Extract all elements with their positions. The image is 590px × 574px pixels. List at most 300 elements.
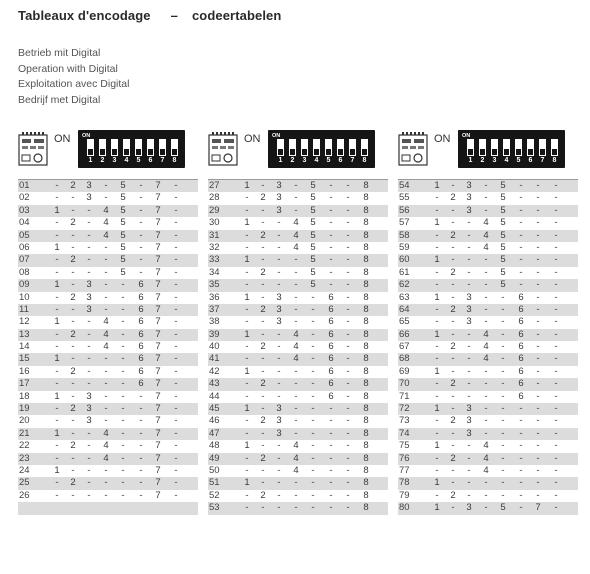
switch-cell: - <box>346 415 350 427</box>
table-row <box>18 353 198 365</box>
switch-cell: - <box>104 279 108 291</box>
switch-cell: - <box>329 266 333 278</box>
switch-cell: - <box>554 217 558 229</box>
switch-cell: - <box>174 365 178 377</box>
switch-cell: - <box>104 464 108 476</box>
switch-cell: 3 <box>466 415 472 427</box>
panel-header <box>208 130 388 178</box>
switch-cell: - <box>519 254 523 266</box>
switch-cell: - <box>311 452 315 464</box>
switch-cell: - <box>329 279 333 291</box>
dip-switch-lever <box>159 139 166 156</box>
switch-cell: - <box>467 440 471 452</box>
switch-cell: - <box>467 477 471 489</box>
switch-cell: 8 <box>363 489 369 501</box>
dip-switch-lever <box>171 139 178 156</box>
switch-cell: - <box>55 415 59 427</box>
dip-switch-lever <box>515 139 522 156</box>
dip-switch-number: 3 <box>112 157 117 164</box>
switch-cell: - <box>55 328 59 340</box>
switch-cell: 3 <box>466 204 472 216</box>
switch-cell: 3 <box>466 303 472 315</box>
switch-cell: - <box>346 390 350 402</box>
address-code: 06 <box>19 241 30 253</box>
switch-cell: - <box>451 217 455 229</box>
switch-cell: - <box>87 328 91 340</box>
switch-cell: - <box>451 316 455 328</box>
switch-cell: 8 <box>363 229 369 241</box>
address-code: 73 <box>399 415 410 427</box>
address-code: 28 <box>209 192 220 204</box>
switch-cell: 6 <box>138 279 144 291</box>
switch-cell: - <box>311 341 315 353</box>
switch-cell: - <box>55 341 59 353</box>
switch-cell: - <box>536 229 540 241</box>
switch-cell: - <box>519 477 523 489</box>
switch-cell: - <box>536 378 540 390</box>
switch-cell: - <box>554 316 558 328</box>
code-table <box>18 179 198 515</box>
address-code: 59 <box>399 241 410 253</box>
switch-cell: - <box>346 204 350 216</box>
switch-cell: 7 <box>155 241 161 253</box>
address-code: 11 <box>19 303 29 315</box>
switch-cell: 5 <box>500 241 506 253</box>
switch-cell: 6 <box>328 341 334 353</box>
switch-cell: 2 <box>260 266 266 278</box>
address-code: 16 <box>19 365 30 377</box>
switch-cell: - <box>519 452 523 464</box>
address-code: 39 <box>209 328 220 340</box>
switch-cell: - <box>277 241 281 253</box>
switch-cell: 8 <box>363 365 369 377</box>
switch-cell: 8 <box>363 266 369 278</box>
switch-cell: 6 <box>138 378 144 390</box>
switch-cell: - <box>346 217 350 229</box>
switch-cell: - <box>346 180 350 191</box>
switch-cell: 7 <box>155 291 161 303</box>
table-row <box>18 267 198 279</box>
switch-cell: 1 <box>434 180 440 191</box>
switch-cell: 8 <box>363 390 369 402</box>
table-row <box>208 267 388 279</box>
address-code: 38 <box>209 316 220 328</box>
switch-cell: - <box>329 229 333 241</box>
dip-switch-number: 6 <box>528 157 533 164</box>
table-row <box>18 490 198 502</box>
switch-cell: - <box>121 464 125 476</box>
table-row <box>18 292 198 304</box>
switch-cell: 7 <box>535 502 541 514</box>
switch-cell: 1 <box>244 440 250 452</box>
switch-cell: - <box>87 217 91 229</box>
switch-cell: - <box>346 328 350 340</box>
switch-cell: - <box>121 403 125 415</box>
switch-cell: 7 <box>155 180 161 191</box>
switch-cell: - <box>501 477 505 489</box>
switch-cell: - <box>294 378 298 390</box>
switch-cell: - <box>71 427 75 439</box>
switch-cell: - <box>87 452 91 464</box>
switch-cell: - <box>554 390 558 402</box>
switch-cell: - <box>501 291 505 303</box>
switch-cell: - <box>311 291 315 303</box>
switch-cell: - <box>435 204 439 216</box>
table-row <box>398 242 578 254</box>
switch-cell: - <box>519 229 523 241</box>
dip-switch-lever <box>147 139 154 156</box>
address-code: 77 <box>399 464 410 476</box>
table-row <box>18 316 198 328</box>
switch-cell: - <box>245 204 249 216</box>
switch-cell: - <box>484 204 488 216</box>
switch-cell: - <box>467 229 471 241</box>
switch-cell: 8 <box>363 316 369 328</box>
switch-cell: - <box>87 378 91 390</box>
switch-cell: - <box>346 241 350 253</box>
dip-switch-lever <box>467 139 474 156</box>
switch-cell: - <box>104 254 108 266</box>
switch-cell: - <box>451 403 455 415</box>
switch-cell: 5 <box>500 266 506 278</box>
switch-cell: - <box>329 464 333 476</box>
switch-cell: - <box>121 440 125 452</box>
switch-cell: - <box>346 502 350 514</box>
switch-cell: - <box>139 403 143 415</box>
switch-cell: 4 <box>293 241 299 253</box>
switch-cell: 5 <box>500 502 506 514</box>
address-code: 25 <box>19 477 30 489</box>
switch-cell: - <box>294 316 298 328</box>
switch-cell: - <box>554 464 558 476</box>
switch-cell: - <box>451 328 455 340</box>
switch-cell: 6 <box>518 365 524 377</box>
switch-cell: - <box>311 477 315 489</box>
switch-cell: 6 <box>328 365 334 377</box>
switch-cell: 6 <box>518 341 524 353</box>
address-code: 80 <box>399 502 410 514</box>
switch-cell: - <box>294 403 298 415</box>
switch-cell: 2 <box>260 415 266 427</box>
address-code: 15 <box>19 353 30 365</box>
switch-cell: 1 <box>244 180 250 191</box>
address-code: 65 <box>399 316 410 328</box>
switch-cell: - <box>121 427 125 439</box>
switch-cell: - <box>346 316 350 328</box>
switch-cell: 8 <box>363 427 369 439</box>
dip-switch-number: 1 <box>278 157 283 164</box>
switch-cell: 3 <box>276 427 282 439</box>
switch-cell: - <box>71 279 75 291</box>
switch-cell: - <box>71 303 75 315</box>
switch-cell: 4 <box>483 452 489 464</box>
switch-cell: - <box>104 353 108 365</box>
switch-cell: 4 <box>293 452 299 464</box>
switch-cell: - <box>87 427 91 439</box>
address-code: 07 <box>19 254 30 266</box>
dip-on-label: ON <box>462 133 471 139</box>
switch-cell: - <box>346 291 350 303</box>
address-code: 76 <box>399 452 410 464</box>
switch-cell: - <box>294 192 298 204</box>
switch-cell: - <box>174 464 178 476</box>
switch-cell: 8 <box>363 291 369 303</box>
switch-cell: 7 <box>155 217 161 229</box>
switch-cell: 7 <box>155 254 161 266</box>
switch-cell: 6 <box>138 353 144 365</box>
switch-cell: 4 <box>103 229 109 241</box>
switch-cell: - <box>435 241 439 253</box>
address-code: 63 <box>399 291 410 303</box>
table-row <box>398 366 578 378</box>
address-code: 05 <box>19 229 30 241</box>
table-row <box>208 217 388 229</box>
switch-cell: 8 <box>363 452 369 464</box>
switch-cell: - <box>554 229 558 241</box>
switch-cell: - <box>261 477 265 489</box>
switch-cell: 4 <box>483 241 489 253</box>
switch-cell: - <box>346 440 350 452</box>
table-row <box>18 180 198 192</box>
address-code: 17 <box>19 378 30 390</box>
switch-cell: - <box>467 341 471 353</box>
address-code: 48 <box>209 440 220 452</box>
switch-cell: - <box>536 180 540 191</box>
switch-cell: - <box>536 403 540 415</box>
switch-cell: 5 <box>500 204 506 216</box>
table-row <box>208 428 388 440</box>
address-code: 01 <box>19 180 30 191</box>
switch-cell: - <box>261 390 265 402</box>
table-row <box>398 378 578 390</box>
switch-cell: - <box>174 192 178 204</box>
address-code: 68 <box>399 353 410 365</box>
table-row <box>18 440 198 452</box>
switch-cell: - <box>294 427 298 439</box>
switch-cell: - <box>501 452 505 464</box>
switch-cell: - <box>71 204 75 216</box>
switch-cell: - <box>174 341 178 353</box>
switch-cell: - <box>174 328 178 340</box>
switch-cell: - <box>294 502 298 514</box>
switch-cell: - <box>329 440 333 452</box>
switch-cell: - <box>467 452 471 464</box>
switch-cell: 4 <box>103 427 109 439</box>
switch-cell: - <box>245 229 249 241</box>
switch-cell: 7 <box>155 365 161 377</box>
switch-cell: - <box>467 378 471 390</box>
switch-cell: - <box>519 403 523 415</box>
table-row <box>398 230 578 242</box>
switch-cell: - <box>294 390 298 402</box>
switch-cell: 1 <box>244 365 250 377</box>
switch-cell: - <box>311 464 315 476</box>
switch-cell: - <box>87 316 91 328</box>
switch-cell: - <box>435 464 439 476</box>
switch-cell: 2 <box>450 415 456 427</box>
dip-switch-lever <box>527 139 534 156</box>
switch-cell: 7 <box>155 378 161 390</box>
dip-switch-lever <box>337 139 344 156</box>
switch-cell: - <box>484 378 488 390</box>
dip-switch-number: 5 <box>326 157 331 164</box>
code-table <box>398 179 578 515</box>
dip-switch-lever <box>313 139 320 156</box>
switch-cell: - <box>121 316 125 328</box>
switch-cell: - <box>329 241 333 253</box>
address-code: 55 <box>399 192 410 204</box>
address-code: 74 <box>399 427 410 439</box>
encoding-panel <box>18 130 198 570</box>
switch-cell: - <box>435 279 439 291</box>
switch-cell: - <box>501 403 505 415</box>
switch-cell: - <box>554 254 558 266</box>
switch-cell: - <box>554 452 558 464</box>
switch-cell: - <box>435 353 439 365</box>
switch-cell: - <box>174 229 178 241</box>
panel-header <box>18 130 198 178</box>
table-row <box>398 403 578 415</box>
switch-cell: - <box>451 502 455 514</box>
switch-cell: 5 <box>120 180 126 191</box>
switch-cell: 6 <box>518 378 524 390</box>
switch-cell: 5 <box>500 217 506 229</box>
switch-cell: - <box>311 502 315 514</box>
switch-cell: - <box>329 415 333 427</box>
address-code: 04 <box>19 217 30 229</box>
dip-switch-number: 1 <box>468 157 473 164</box>
switch-cell: - <box>294 266 298 278</box>
dip-switch-number: 7 <box>540 157 545 164</box>
switch-cell: - <box>245 353 249 365</box>
table-row <box>18 415 198 427</box>
switch-cell: - <box>536 328 540 340</box>
switch-cell: 4 <box>103 440 109 452</box>
switch-cell: - <box>71 489 75 501</box>
table-row <box>208 292 388 304</box>
switch-cell: - <box>139 254 143 266</box>
switch-cell: - <box>311 353 315 365</box>
switch-cell: - <box>71 390 75 402</box>
address-code: 21 <box>19 427 30 439</box>
switch-cell: 3 <box>86 291 92 303</box>
table-row <box>398 391 578 403</box>
switch-cell: 2 <box>450 452 456 464</box>
table-row <box>208 502 388 514</box>
switch-cell: 7 <box>155 192 161 204</box>
switch-cell: - <box>294 477 298 489</box>
switch-cell: 1 <box>244 291 250 303</box>
switch-cell: 1 <box>244 477 250 489</box>
switch-cell: - <box>536 217 540 229</box>
table-row <box>398 279 578 291</box>
switch-cell: - <box>55 452 59 464</box>
switch-cell: - <box>261 241 265 253</box>
switch-cell: 8 <box>363 341 369 353</box>
switch-cell: - <box>55 440 59 452</box>
switch-cell: - <box>294 303 298 315</box>
switch-cell: - <box>451 204 455 216</box>
switch-cell: - <box>294 415 298 427</box>
table-row <box>398 477 578 489</box>
table-row <box>398 440 578 452</box>
switch-cell: - <box>104 180 108 191</box>
switch-cell: 3 <box>276 415 282 427</box>
switch-cell: - <box>536 427 540 439</box>
switch-cell: - <box>435 192 439 204</box>
switch-cell: - <box>174 415 178 427</box>
table-row <box>398 316 578 328</box>
switch-cell: 6 <box>138 341 144 353</box>
switch-cell: 4 <box>103 452 109 464</box>
switch-cell: 2 <box>260 489 266 501</box>
switch-cell: 5 <box>310 217 316 229</box>
on-label: ON <box>244 133 261 145</box>
switch-cell: - <box>435 303 439 315</box>
switch-cell: - <box>519 180 523 191</box>
table-row <box>208 453 388 465</box>
dip-switch-icon <box>78 130 185 168</box>
switch-cell: 6 <box>328 390 334 402</box>
switch-cell: - <box>245 266 249 278</box>
switch-cell: - <box>245 316 249 328</box>
address-code: 24 <box>19 464 30 476</box>
on-label: ON <box>54 133 71 145</box>
dip-switch-number: 8 <box>362 157 367 164</box>
switch-cell: 4 <box>483 328 489 340</box>
address-code: 78 <box>399 477 410 489</box>
switch-cell: - <box>71 229 75 241</box>
switch-cell: 5 <box>120 241 126 253</box>
switch-cell: - <box>174 254 178 266</box>
switch-cell: 4 <box>103 328 109 340</box>
switch-cell: - <box>87 440 91 452</box>
switch-cell: 8 <box>363 217 369 229</box>
switch-cell: - <box>484 403 488 415</box>
switch-cell: - <box>554 489 558 501</box>
switch-cell: - <box>245 427 249 439</box>
switch-cell: 7 <box>155 316 161 328</box>
switch-cell: 5 <box>500 254 506 266</box>
switch-cell: - <box>329 403 333 415</box>
switch-cell: - <box>536 390 540 402</box>
switch-cell: - <box>554 241 558 253</box>
switch-cell: - <box>435 316 439 328</box>
switch-cell: 1 <box>54 390 60 402</box>
switch-cell: 4 <box>293 341 299 353</box>
switch-cell: - <box>484 279 488 291</box>
code-table <box>208 179 388 515</box>
switch-cell: - <box>87 241 91 253</box>
switch-cell: - <box>121 452 125 464</box>
switch-cell: 7 <box>155 266 161 278</box>
switch-cell: - <box>104 403 108 415</box>
switch-cell: 4 <box>483 229 489 241</box>
switch-cell: - <box>329 254 333 266</box>
switch-cell: 5 <box>500 192 506 204</box>
switch-cell: - <box>484 192 488 204</box>
switch-cell: - <box>121 390 125 402</box>
switch-cell: - <box>121 279 125 291</box>
dip-switch-number: 3 <box>492 157 497 164</box>
switch-cell: - <box>139 241 143 253</box>
switch-cell: - <box>519 192 523 204</box>
address-code: 35 <box>209 279 220 291</box>
address-code: 64 <box>399 303 410 315</box>
table-row <box>208 353 388 365</box>
dip-switch-lever <box>135 139 142 156</box>
table-row <box>398 353 578 365</box>
